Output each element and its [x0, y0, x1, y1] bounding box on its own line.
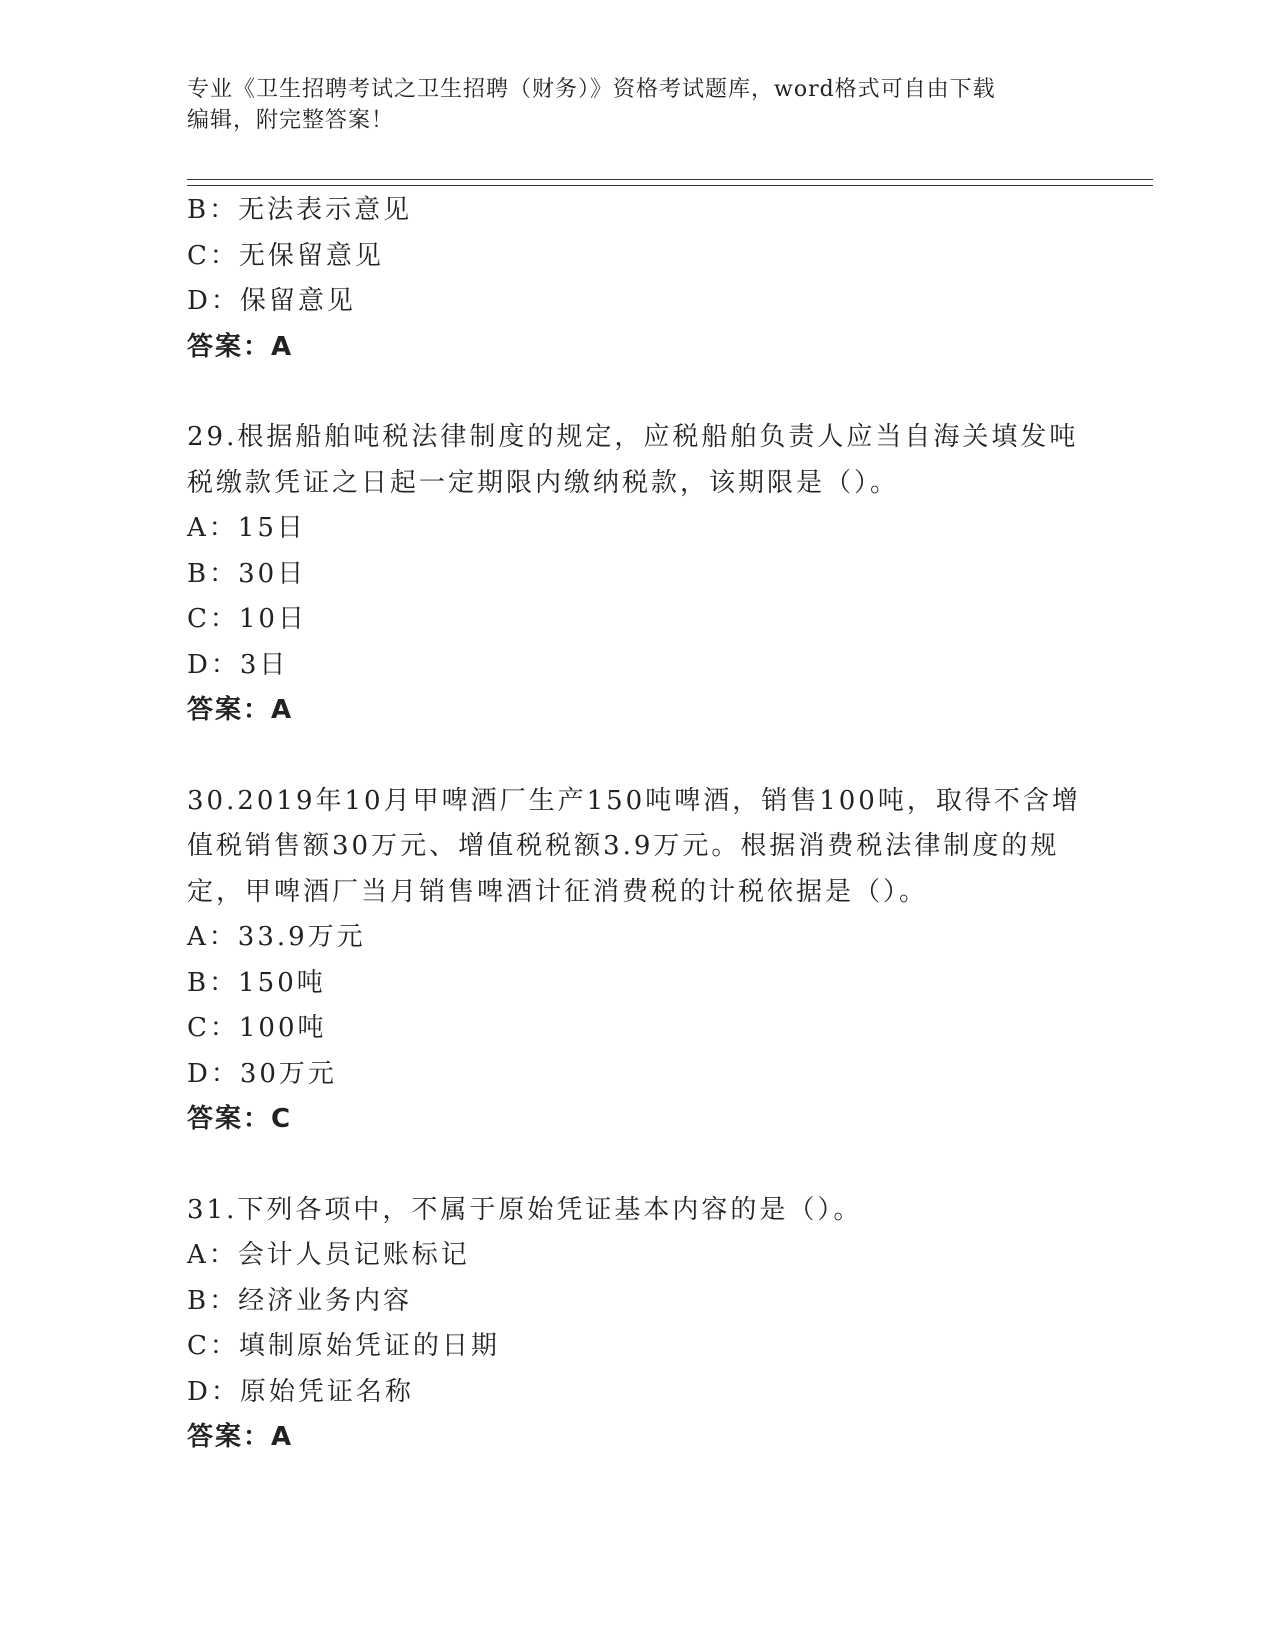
- answer: 答案：C: [187, 1104, 293, 1134]
- header-divider: [187, 179, 1153, 186]
- header-line-1: 专业《卫生招聘考试之卫生招聘（财务）》资格考试题库，word格式可自由下载: [187, 77, 996, 102]
- option-a: A：33.9万元: [187, 922, 366, 952]
- option-d: D：30万元: [187, 1058, 337, 1089]
- question-stem-line: 值税销售额30万元、增值税税额3.9万元。根据消费税法律制度的规: [187, 831, 1060, 861]
- question-stem-line: 定，甲啤酒厂当月销售啤酒计征消费税的计税依据是（）。: [187, 876, 929, 907]
- header-line-2: 编辑，附完整答案！: [187, 108, 395, 133]
- question-stem-line: 29.根据船舶吨税法律制度的规定，应税船舶负责人应当自海关填发吨: [187, 422, 1079, 452]
- question-stem-line: 30.2019年10月甲啤酒厂生产150吨啤酒，销售100吨，取得不含增: [187, 785, 1081, 816]
- option-b: B：无法表示意见: [187, 195, 413, 225]
- option-d: D：3日: [187, 649, 289, 680]
- option-d: D：保留意见: [187, 286, 356, 316]
- option-c: C：无保留意见: [187, 240, 384, 271]
- option-b: B：150吨: [187, 967, 326, 998]
- option-c: C：10日: [187, 604, 307, 634]
- answer: 答案：A: [187, 331, 294, 362]
- option-a: A：会计人员记账标记: [187, 1240, 470, 1270]
- option-c: C：填制原始凭证的日期: [187, 1331, 500, 1361]
- answer: 答案：A: [187, 1422, 294, 1452]
- question-stem-line: 31.下列各项中，不属于原始凭证基本内容的是（）。: [187, 1194, 863, 1225]
- option-d: D：原始凭证名称: [187, 1376, 414, 1407]
- question-29: [187, 415, 1087, 734]
- question-31: [187, 1188, 1087, 1461]
- document-header: [187, 74, 1067, 136]
- option-c: C：100吨: [187, 1013, 327, 1043]
- option-b: B：30日: [187, 558, 307, 589]
- question-list: [187, 188, 1087, 1461]
- option-a: A：15日: [187, 513, 306, 543]
- option-b: B：经济业务内容: [187, 1285, 413, 1316]
- question-30: [187, 779, 1087, 1143]
- answer: 答案：A: [187, 695, 294, 725]
- question-stem-line: 税缴款凭证之日起一定期限内缴纳税款，该期限是（）。: [187, 467, 900, 498]
- question-28-tail: [187, 188, 1087, 370]
